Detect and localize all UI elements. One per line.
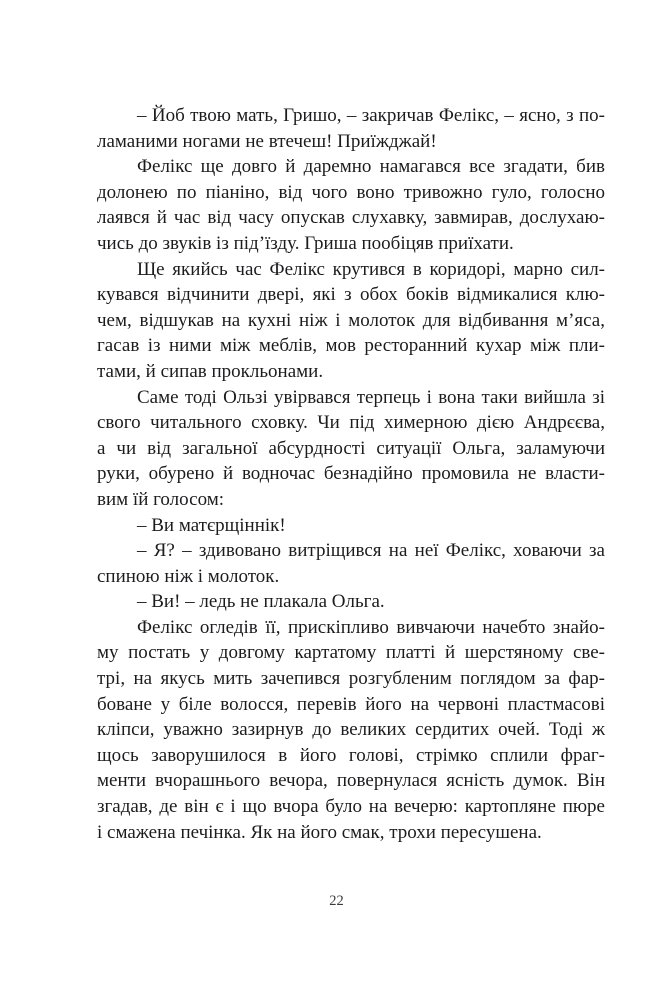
text-line: – Йоб твою мать, Гришо, – закричав Фелікс, – ясно, з по- bbox=[137, 105, 605, 126]
text-line: чем, відшукав на кухні ніж і молоток для відбивання м’яса, bbox=[97, 309, 605, 331]
text-line: трі, на якусь мить зачепився розгубленим поглядом за фар- bbox=[97, 668, 605, 690]
page-number: 22 bbox=[329, 893, 344, 909]
paragraph bbox=[97, 538, 605, 589]
text-line: – Ви матєрщіннік! bbox=[137, 514, 286, 536]
text-line: руки, обурено й водночас безнадійно промовила не власти- bbox=[97, 463, 605, 485]
text-line: менти вчорашнього вечора, повернулася ясність думок. Він bbox=[97, 770, 605, 792]
paragraph bbox=[97, 257, 605, 385]
text-line: му постать у довгому картатому платті й шерстяному све- bbox=[97, 642, 605, 664]
text-line: вим їй голосом: bbox=[97, 488, 225, 510]
text-line: спиною ніж і молоток. bbox=[97, 565, 280, 587]
text-line: боване у біле волосся, перевів його на червоні пластмасові bbox=[97, 693, 605, 715]
paragraph bbox=[97, 385, 605, 513]
text-line: долонею по піаніно, від чого воно тривожно гуло, голосно bbox=[97, 181, 605, 203]
text-line: а чи від загальної абсурдності ситуації Ольга, заламуючи bbox=[97, 437, 605, 459]
text-line: Ще якийсь час Фелікс крутився в коридорі, марно сил- bbox=[137, 258, 605, 280]
page-text bbox=[97, 103, 605, 845]
text-line: і смажена печінка. Як на його смак, трохи пересушена. bbox=[97, 821, 542, 843]
text-line: щось заворушилося в його голові, стрімко сплили фраг- bbox=[97, 744, 605, 766]
paragraph bbox=[97, 589, 605, 615]
text-line: тами, й сипав прокльонами. bbox=[97, 360, 324, 382]
text-line: гасав із ними між меблів, мов ресторанний кухар між пли- bbox=[97, 335, 605, 357]
text-line: Фелікс огледів її, прискіпливо вивчаючи начебто знайо- bbox=[137, 616, 605, 638]
text-line: свого читального сховку. Чи під химерною дією Андрєєва, bbox=[97, 412, 605, 434]
text-line: кліпси, уважно зазирнув до великих сердитих очей. Тоді ж bbox=[97, 719, 605, 741]
text-line: Фелікс ще довго й даремно намагався все згадати, бив bbox=[137, 156, 605, 178]
paragraph bbox=[97, 513, 605, 539]
paragraph bbox=[97, 154, 605, 256]
text-line: згадав, де він є і що вчора було на вечерю: картопляне пюре bbox=[97, 796, 605, 818]
paragraph bbox=[97, 103, 605, 154]
paragraph bbox=[97, 615, 605, 845]
text-line: чись до звуків із під’їзду. Гриша пообіцяв приїхати. bbox=[97, 232, 514, 254]
text-line: ламаними ногами не втечеш! Приїжджай! bbox=[97, 130, 437, 152]
text-line: лаявся й час від часу опускав слухавку, завмирав, дослухаю- bbox=[97, 207, 605, 229]
text-line: – Я? – здивовано витріщився на неї Фелікс, ховаючи за bbox=[137, 540, 605, 562]
text-line: кувався відчинити двері, які з обох боків відмикалися клю- bbox=[97, 284, 605, 306]
text-line: Саме тоді Ользі увірвався терпець і вона таки вийшла зі bbox=[137, 386, 605, 408]
text-line: – Ви! – ледь не плакала Ольга. bbox=[137, 591, 385, 613]
